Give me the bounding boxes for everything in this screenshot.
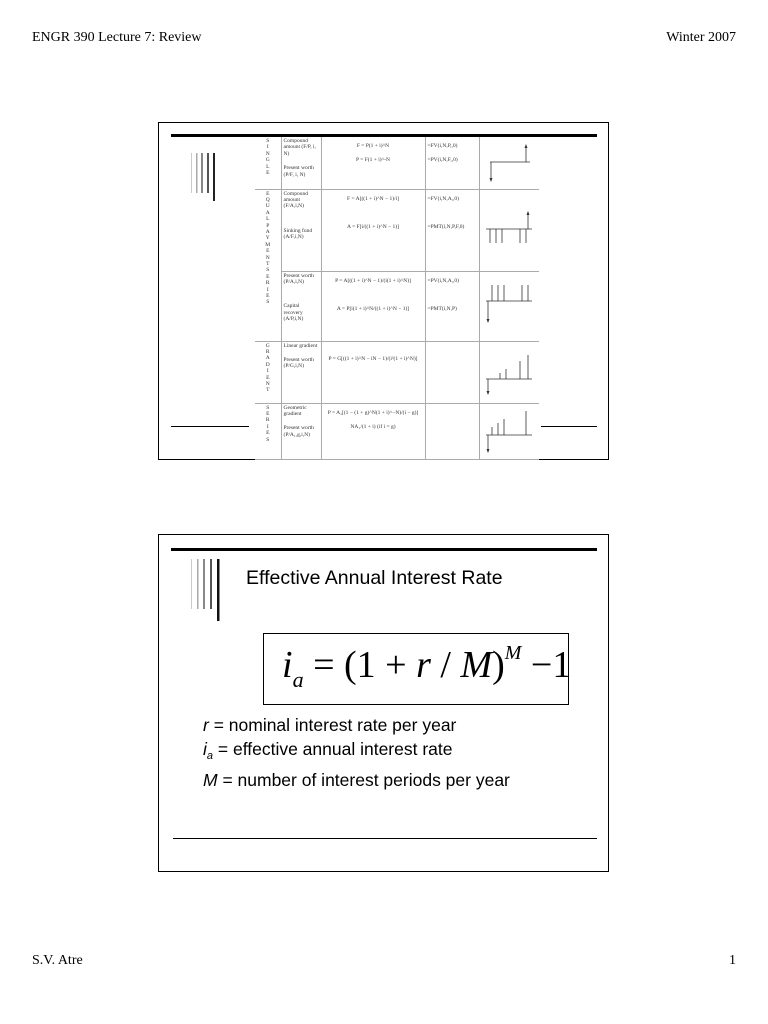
cash-flow-diagram-uniform-present	[482, 273, 538, 333]
definition-ia: $i_a$ = effective annual interest rate	[203, 739, 453, 762]
group-label-equal-payment-series: E Q U A L P A Y M E N T S E R I E S	[255, 189, 281, 341]
effective-rate-equation: $i_a = (1 + r / M)^M -1$	[282, 642, 572, 692]
excel-function-cell: =PV(i,N,A,,0) =PMT(i,N,P)	[425, 271, 479, 341]
cash-flow-diagram-cell	[479, 189, 539, 271]
formula-cell: F = A[((1 + i)^N − 1)/i] A = F[i/((1 + i)^N − 1)]	[321, 189, 425, 271]
formula-cell: F = P(1 + i)^N P = F(1 + i)^-N	[321, 137, 425, 189]
factor-name-cell: Geometric gradient Present worth (P/A₁,g,i,N)	[281, 403, 321, 459]
excel-function-cell	[425, 403, 479, 459]
slide-effective-rate	[158, 534, 609, 872]
variable-definitions	[203, 713, 510, 792]
formula-cell: P = A[((1 + i)^N − 1)/(i(1 + i)^N)] A = P[i(1 + i)^N/((1 + i)^N − 1)]	[321, 271, 425, 341]
slide-decoration-bars	[171, 139, 241, 209]
factor-name-cell: Compound amount (F/A,i,N) Sinking fund (A/F,i,N)	[281, 189, 321, 271]
excel-function-cell	[425, 341, 479, 403]
formula-table	[255, 137, 539, 460]
slide-title: Effective Annual Interest Rate	[246, 567, 503, 589]
cash-flow-diagram-linear-gradient	[482, 343, 538, 397]
formula-cell: P = G[((1 + i)^N − iN − 1)/(i²(1 + i)^N)]	[321, 341, 425, 403]
cash-flow-diagram-single	[482, 138, 538, 184]
cash-flow-diagram-cell	[479, 341, 539, 403]
factor-name-cell: Linear gradient Present worth (P/G,i,N)	[281, 341, 321, 403]
group-label-series: S E R I E S	[255, 403, 281, 459]
formula-cell: P = A₁[(1 − (1 + g)^N(1 + i)^−N)/(i − g)] NA₁/(1 + i) (if i = g)	[321, 403, 425, 459]
group-label-single: S I N G L E	[255, 137, 281, 189]
group-label-gradient: G R A D I E N T	[255, 341, 281, 403]
page-footer-author: S.V. Atre	[32, 953, 83, 968]
slide-formula-table	[158, 122, 609, 460]
page-header-term: Winter 2007	[666, 30, 736, 45]
definition-m: M = number of interest periods per year	[203, 770, 510, 790]
cash-flow-diagram-uniform-future	[482, 191, 538, 261]
definition-r: r = nominal interest rate per year	[203, 715, 457, 735]
page-number: 1	[729, 953, 736, 968]
factor-name-cell: Present worth (P/A,i,N) Capital recovery (A/P,i,N)	[281, 271, 321, 341]
cash-flow-diagram-geometric-gradient	[482, 405, 538, 455]
excel-function-cell: =FV(i,N,A,,0) =PMT(i,N,P,F,0)	[425, 189, 479, 271]
slide-bottom-line	[173, 838, 597, 839]
slide-decoration-bars	[171, 551, 241, 621]
cash-flow-diagram-cell	[479, 271, 539, 341]
slide-bottom-line-left	[171, 426, 249, 427]
page-header-title: ENGR 390 Lecture 7: Review	[32, 30, 202, 45]
cash-flow-diagram-cell	[479, 137, 539, 189]
excel-function-cell: =FV(i,N,P,,0) =PV(i,N,F,,0)	[425, 137, 479, 189]
slide-bottom-line-right	[541, 426, 597, 427]
cash-flow-diagram-cell	[479, 403, 539, 459]
factor-name-cell: Compound amount (F/P, i, N) Present worth (P/F, i, N)	[281, 137, 321, 189]
equation-box	[263, 633, 572, 705]
